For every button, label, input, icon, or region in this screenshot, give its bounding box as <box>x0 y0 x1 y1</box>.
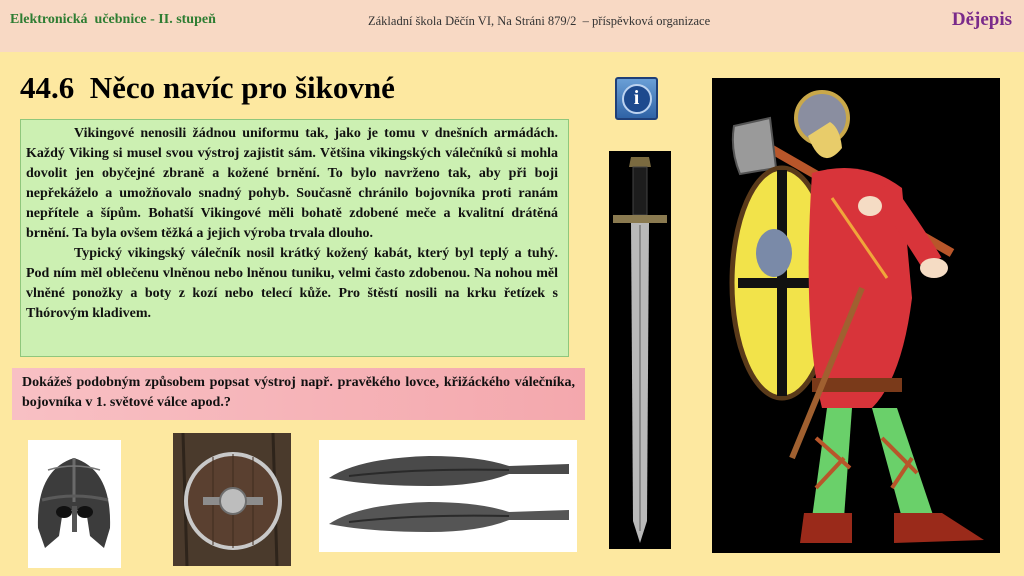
text-paragraph-1: Vikingové nenosili žádnou uniformu tak, jako je tomu v dnešních armádách. Každý Viking si musel svou výstroj zajistit sám. Většina vikingských válečníků si mohla dovolit jen obyčejné zbraně a kožené brnění. To bylo navrženo tak, aby při boji nepřekáželo a umožňovalo snadný pohyb. Současně chránilo bojovníka proti ranám nepřítele a šípům. Bohatší Vikingové měli bohatě zdobené meče a kvalitní drátěná brnění. Ta byla ovšem těžká a jejich výroba trvala dlouho. <box>26 126 558 241</box>
page-title: 44.6 Něco navíc pro šikovné <box>20 70 395 105</box>
header-subject: Dějepis <box>951 9 1012 30</box>
main-text-box <box>20 119 569 357</box>
header-bar <box>0 0 1024 52</box>
spearheads-photo <box>319 440 577 552</box>
viking-warrior-illustration <box>712 78 1000 553</box>
header-textbook-label: Elektronická učebnice - II. stupeň <box>10 12 216 27</box>
header-school-name: Základní škola Děčín VI, Na Stráni 879/2 – příspěvková organizace <box>368 14 711 28</box>
info-button[interactable] <box>615 77 658 120</box>
text-paragraph-2: Typický vikingský válečník nosil krátký kožený kabát, který byl teplý a tuhý. Pod ním měl oblečenu vlněnou nebo lněnou tuniku, velmi často zdobenou. Na nohou měl vlněné ponožky a boty z kozí nebo telecí kůže. Pro štěstí nosili na krku řetízek s Thórovým kladivem. <box>26 246 558 321</box>
info-icon: i <box>622 84 652 114</box>
helmet-photo <box>28 440 121 568</box>
sword-photo <box>609 151 671 549</box>
shield-photo <box>173 433 291 566</box>
question-box: Dokážeš podobným způsobem popsat výstroj např. pravěkého lovce, křižáckého válečníka, bojovníka v 1. světové válce apod.? <box>12 368 585 420</box>
